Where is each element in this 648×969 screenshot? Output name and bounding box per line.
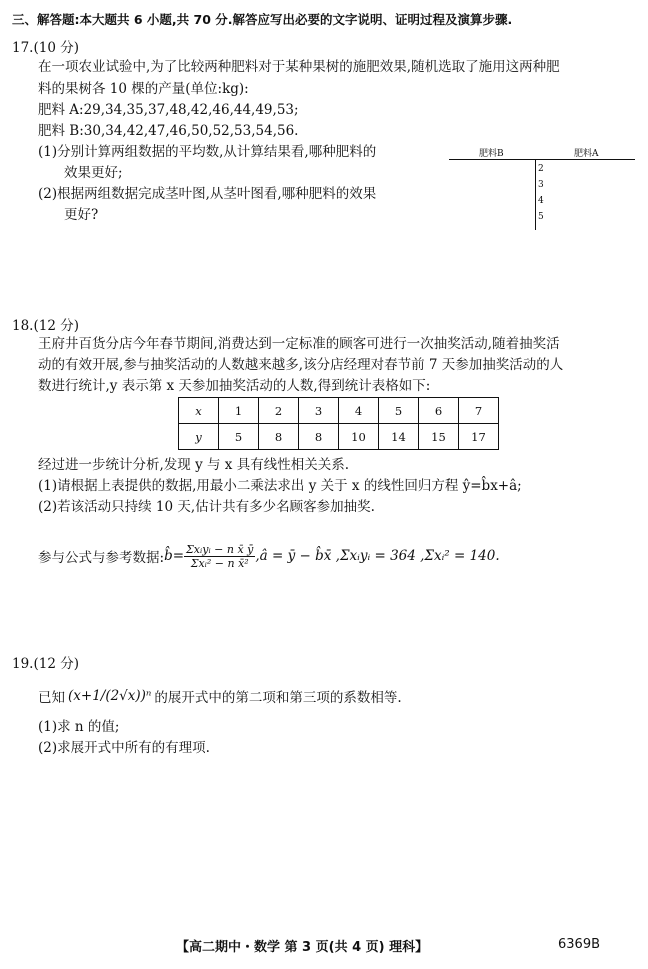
table-cell: 15 [419,424,459,450]
table-cell: 8 [259,424,299,450]
q17-data-a: 肥料 A:29,34,35,37,48,42,46,44,49,53; [38,102,299,118]
table-header-x: x [179,398,219,424]
q19-number: 19.(12 分) [12,656,79,672]
xy-data-table [178,397,499,450]
table-cell: 5 [379,398,419,424]
q17-data-b: 肥料 B:30,34,42,47,46,50,52,53,54,56. [38,123,299,139]
q18-number: 18.(12 分) [12,318,79,334]
q19-stem-suffix: 的展开式中的第二项和第三项的系数相等. [154,690,402,706]
stem-value: 3 [538,180,544,190]
table-cell: 6 [419,398,459,424]
q19-stem-prefix: 已知 [38,690,65,706]
q17-part2-line1: (2)根据两组数据完成茎叶图,从茎叶图看,哪种肥料的效果 [38,186,377,202]
q18-intro-line3: 数进行统计,y 表示第 x 天参加抽奖活动的人数,得到统计表格如下: [38,378,431,394]
formula-b-hat: b̂= [164,548,185,564]
q19-part2: (2)求展开式中所有的有理项. [38,740,210,756]
q19-part1: (1)求 n 的值; [38,719,120,735]
table-cell: 7 [459,398,499,424]
table-header-y: y [179,424,219,450]
stem-leaf-header-b: 肥料B [479,149,504,159]
stem-leaf-header-line [449,159,635,160]
table-row [179,424,499,450]
stem-value: 5 [538,212,544,222]
q17-intro-line1: 在一项农业试验中,为了比较两种肥料对于某种果树的施肥效果,随机选取了施用这两种肥 [38,59,560,75]
formula-rest: ,â = ȳ − b̂x̄ ,Σxᵢyᵢ = 364 ,Σxᵢ² = 140. [255,548,500,564]
q17-part1-line1: (1)分别计算两组数据的平均数,从计算结果看,哪种肥料的 [38,144,377,160]
table-cell: 10 [339,424,379,450]
table-cell: 3 [299,398,339,424]
stem-leaf-divider [535,159,536,230]
q19-binomial-expression: (x+1/(2√x))ⁿ [68,688,152,704]
table-cell: 5 [219,424,259,450]
q18-intro-line2: 动的有效开展,参与抽奖活动的人数越来越多,该分店经理对春节前 7 天参加抽奖活动的人 [38,357,564,373]
table-cell: 17 [459,424,499,450]
q17-part2-line2: 更好? [64,207,99,223]
formula-lead: 参与公式与参考数据: [38,550,165,566]
formula-denominator: Σxᵢ² − n x̄² [190,556,249,570]
q19-stem [38,676,402,716]
q18-part2: (2)若该活动只持续 10 天,估计共有多少名顾客参加抽奖. [38,499,375,515]
table-cell: 14 [379,424,419,450]
exam-code: 6369B [558,937,601,952]
table-cell: 4 [339,398,379,424]
table-cell: 2 [259,398,299,424]
stem-value: 4 [538,196,544,206]
formula-numerator: Σxᵢyᵢ − n x̄ ȳ [186,542,254,556]
q17-part1-line2: 效果更好; [64,165,123,181]
section-header: 三、解答题:本大题共 6 小题,共 70 分.解答应写出必要的文字说明、证明过程及演算步骤. [12,12,513,27]
stem-leaf-header-a: 肥料A [574,149,599,159]
table-row [179,398,499,424]
formula-fraction [184,543,255,570]
q17-number: 17.(10 分) [12,40,79,56]
table-cell: 8 [299,424,339,450]
table-cell: 1 [219,398,259,424]
stem-value: 2 [538,164,544,174]
q18-intro-line1: 王府井百货分店今年春节期间,消费达到一定标准的顾客可进行一次抽奖活动,随着抽奖活 [38,336,560,352]
q18-part1: (1)请根据上表提供的数据,用最小二乘法求出 y 关于 x 的线性回归方程 ŷ=b̂x+â; [38,478,522,494]
page-footer: 【高二期中・数学 第 3 页(共 4 页) 理科】 [176,940,429,955]
q18-after-table: 经过进一步统计分析,发现 y 与 x 具有线性相关关系. [38,457,349,473]
q18-formula [38,528,500,584]
q17-intro-line2: 料的果树各 10 棵的产量(单位:kg): [38,81,249,97]
stem-leaf-plot [449,140,635,230]
